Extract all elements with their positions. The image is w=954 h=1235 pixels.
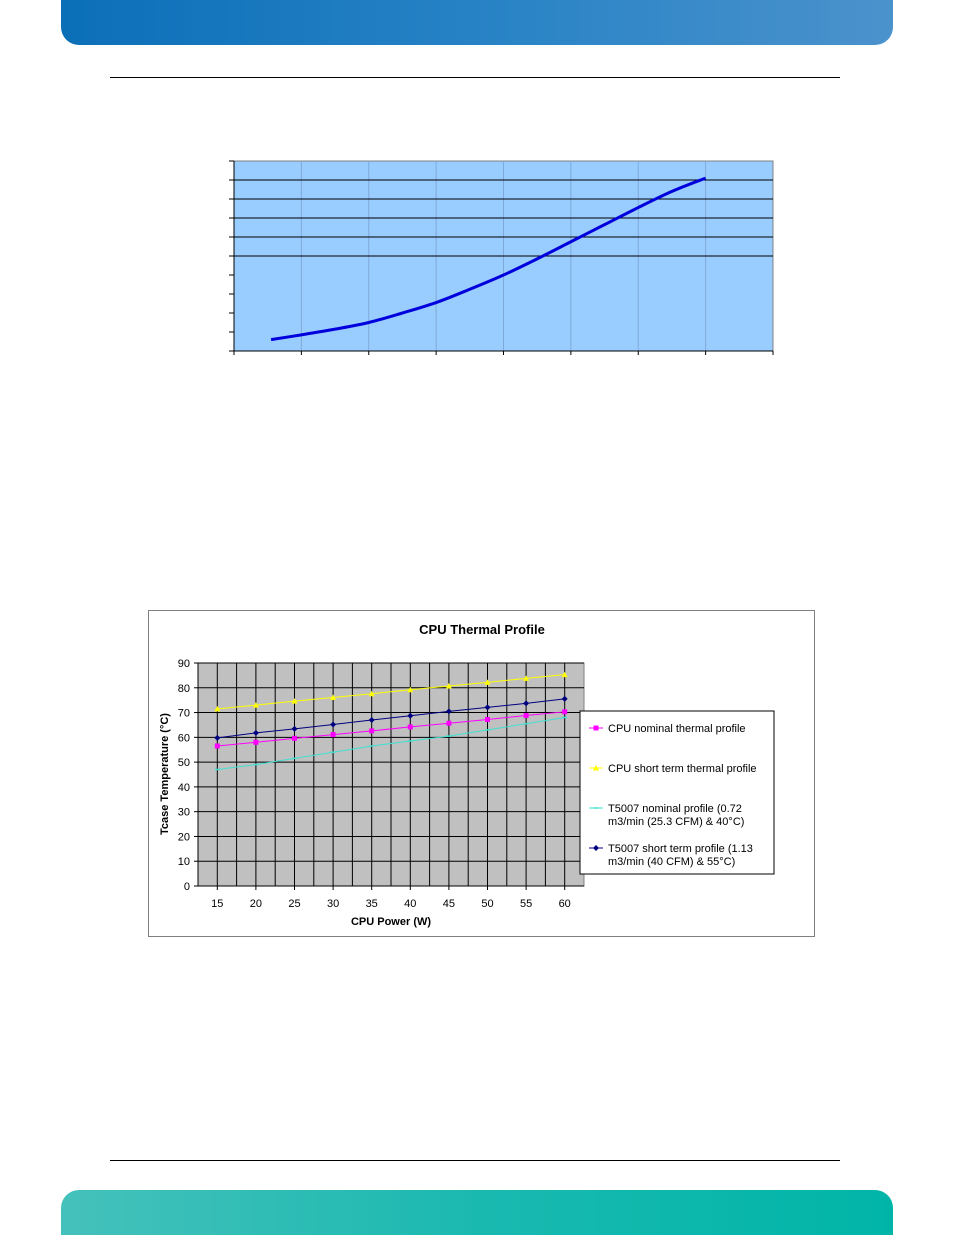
legend-swatch-marker <box>594 726 599 731</box>
y-tick-label: 30 <box>177 806 190 819</box>
y-tick-label: 40 <box>177 781 190 794</box>
series-point-1 <box>215 744 220 749</box>
series-point-1 <box>253 740 258 745</box>
legend-entry-text: T5007 short term profile (1.13 <box>608 843 753 855</box>
footer-rule <box>110 1160 840 1161</box>
x-tick-label: 60 <box>558 898 571 910</box>
x-tick-label: 30 <box>326 898 340 910</box>
series-point-1 <box>485 717 490 722</box>
chart-title: CPU Thermal Profile <box>419 622 545 637</box>
footer-band <box>61 1190 893 1235</box>
y-tick-label: 60 <box>177 732 190 745</box>
legend-entry-text: T5007 nominal profile (0.72 <box>608 803 742 815</box>
x-tick-label: 20 <box>249 898 263 910</box>
y-tick-label: 0 <box>183 881 190 893</box>
y-tick-label: 70 <box>177 707 190 720</box>
y-axis-label: Tcase Temperature (°C) <box>159 713 171 835</box>
x-tick-label: 15 <box>211 898 224 910</box>
series-point-1 <box>331 732 336 737</box>
legend-entry-text: CPU short term thermal profile <box>608 763 757 775</box>
y-tick-label: 50 <box>177 757 190 770</box>
series-point-1 <box>524 713 529 718</box>
x-tick-label: 25 <box>288 898 301 910</box>
series-point-1 <box>292 736 297 741</box>
y-tick-label: 10 <box>177 856 190 869</box>
series-point-1 <box>408 724 413 729</box>
y-tick-label: 20 <box>177 831 190 844</box>
x-tick-label: 35 <box>365 898 378 910</box>
x-tick-label: 45 <box>442 898 456 910</box>
legend-entry-text: m3/min (25.3 CFM) & 40°C) <box>608 816 745 828</box>
series-point-1 <box>446 721 451 726</box>
x-tick-label: 55 <box>519 898 533 910</box>
legend-entry-text: m3/min (40 CFM) & 55°C) <box>608 856 736 868</box>
y-tick-label: 90 <box>177 658 190 670</box>
x-tick-label: 40 <box>404 898 417 910</box>
x-axis-label: CPU Power (W) <box>350 916 432 928</box>
y-tick-label: 80 <box>177 682 190 695</box>
x-tick-label: 50 <box>481 898 494 910</box>
series-point-1 <box>562 709 567 714</box>
legend-entry-text: CPU nominal thermal profile <box>608 723 746 735</box>
series-point-1 <box>369 728 374 733</box>
